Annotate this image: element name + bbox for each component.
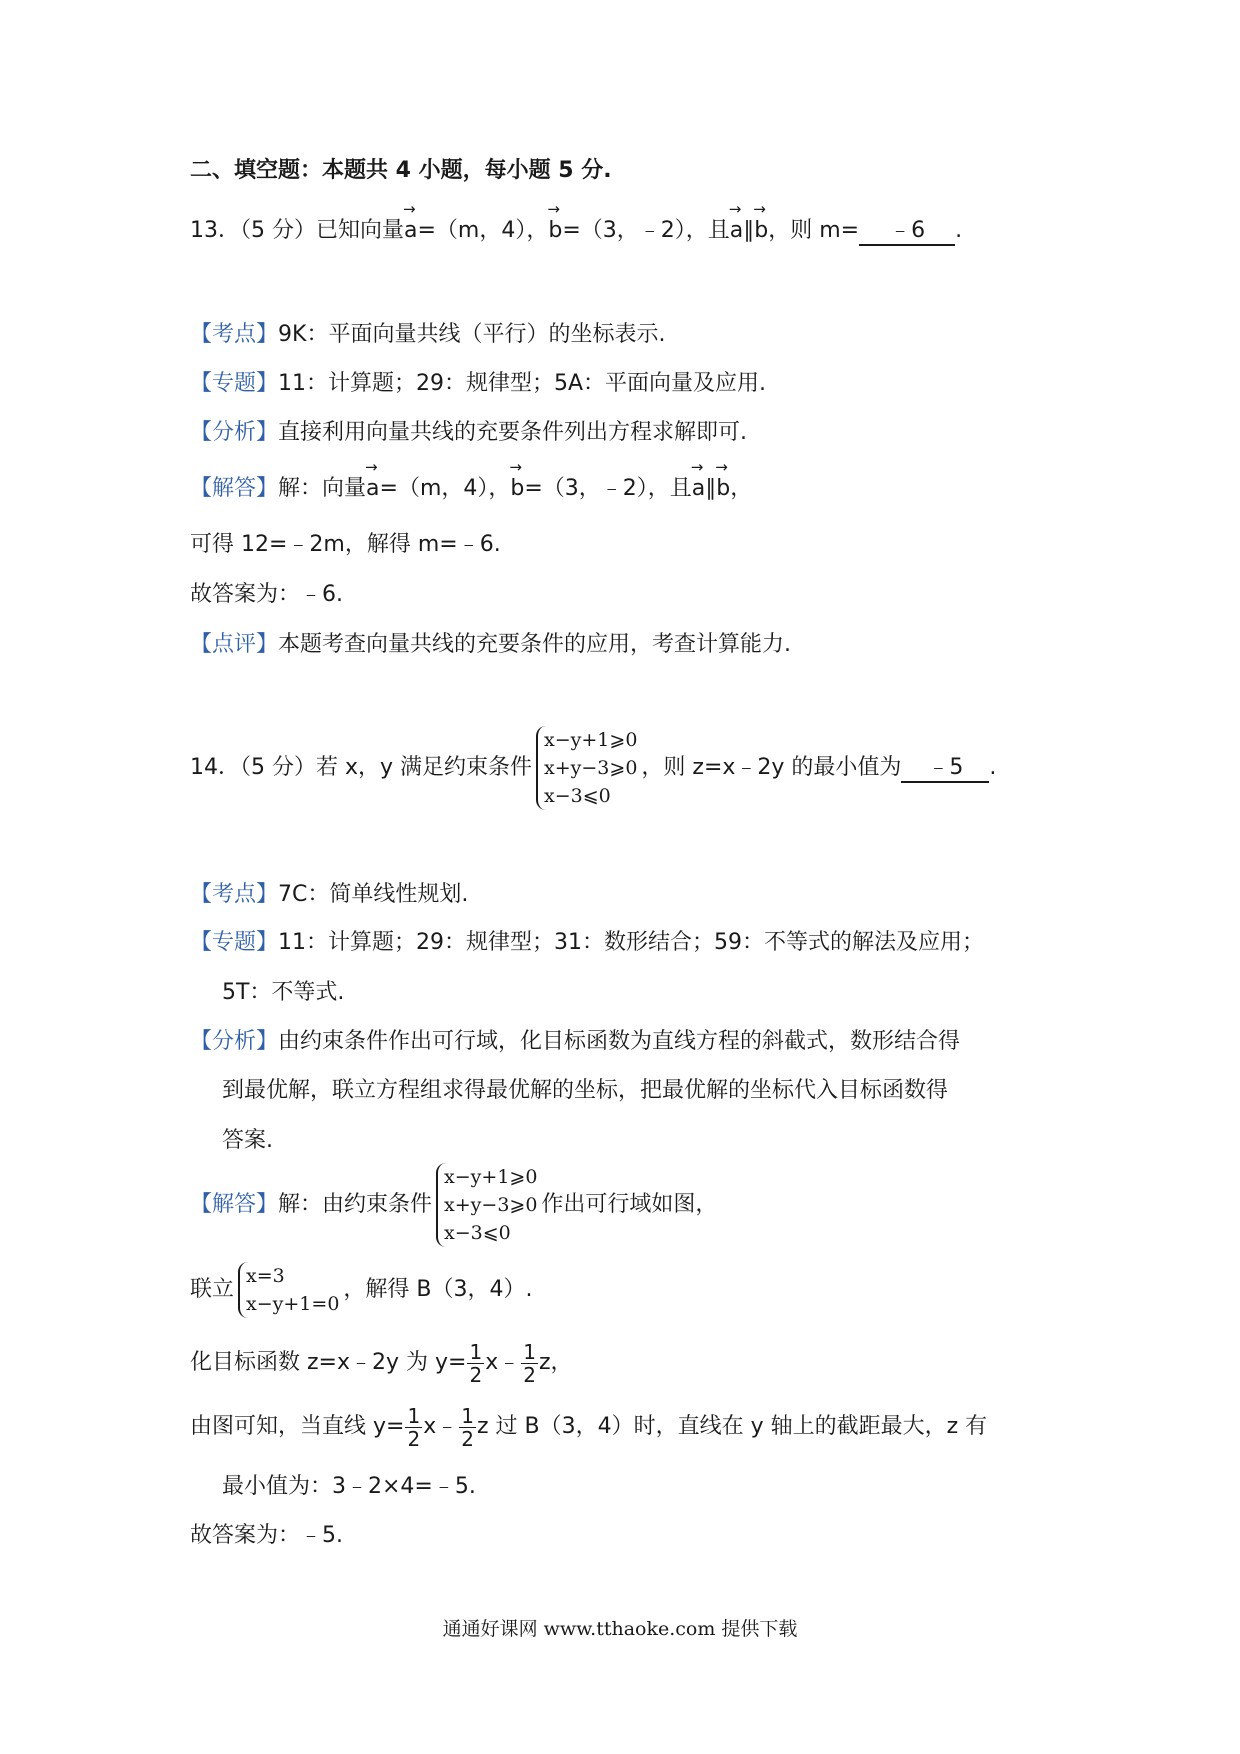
vector-b-symbol: → b [754, 216, 768, 246]
zhuanti-tag: 【专题】 [190, 930, 279, 955]
question-13 [190, 216, 962, 246]
q14-lianli [190, 1262, 532, 1318]
fraction-denominator: 2 [407, 1426, 421, 1451]
kaodian-text: 9K：平面向量共线（平行）的坐标表示. [278, 322, 666, 347]
q13-dianping [190, 630, 791, 660]
parallel-symbol: ∥ [705, 476, 717, 501]
question-14 [190, 726, 996, 810]
fraction-one-half [521, 1341, 538, 1386]
lianli-suffix: ，解得 B（3，4）. [343, 1277, 533, 1302]
q14-prefix: 14．（5 分）若 x，y 满足约束条件 [190, 755, 533, 780]
q14-mid: ，则 z=x﹣2y 的最小值为 [641, 755, 902, 780]
vector-b-symbol: → b [716, 474, 730, 504]
hua-end: z， [538, 1350, 573, 1375]
jieda-prefix: 解：由约束条件 [278, 1192, 433, 1217]
jieda-prefix: 解：向量 [278, 476, 367, 501]
fraction-one-half [405, 1405, 422, 1450]
fenxi-tag: 【分析】 [190, 420, 279, 445]
q13-solution-line: 可得 12=﹣2m，解得 m=﹣6. [190, 532, 501, 557]
you-end: z 过 B（3，4）时，直线在 y 轴上的截距最大，z 有 [476, 1414, 988, 1439]
q14-hua [190, 1338, 573, 1388]
q13-kaodian [190, 320, 665, 350]
fraction-one-half [467, 1341, 484, 1386]
vector-a-symbol: → a [366, 474, 379, 504]
answer-blank: ﹣6 [859, 218, 955, 246]
zhuanti-text: 11：计算题；29：规律型；5A：平面向量及应用. [278, 371, 767, 396]
constraint-1: x−y+1⩾0 [444, 1166, 538, 1188]
q14-zhuanti [190, 928, 984, 958]
q14-fenxi-cont: 到最优解，联立方程组求得最优解的坐标，把最优解的坐标代入目标函数得 [222, 1078, 949, 1103]
q14-answer-line: 故答案为：﹣5. [190, 1523, 343, 1548]
kaodian-text: 7C：简单线性规划. [278, 882, 469, 907]
zhuanti-tag: 【专题】 [190, 371, 279, 396]
q13-jieda [190, 474, 752, 504]
constraint-3: x−3⩽0 [544, 785, 611, 807]
q13-zhuanti [190, 369, 766, 399]
fenxi-text: 直接利用向量共线的充要条件列出方程求解即可. [278, 420, 748, 445]
q14-you [190, 1402, 987, 1452]
fraction-denominator: 2 [469, 1362, 483, 1387]
constraint-1: x−y+1⩾0 [544, 729, 638, 751]
answer-blank: ﹣5 [901, 755, 989, 783]
kaodian-tag: 【考点】 [190, 322, 279, 347]
q14-min-value: 最小值为：3﹣2×4=﹣5. [222, 1474, 476, 1499]
equation-1: x=3 [246, 1265, 285, 1287]
zhuanti-text: 11：计算题；29：规律型；31：数形结合；59：不等式的解法及应用； [278, 930, 984, 955]
q14-fenxi [190, 1027, 960, 1057]
jieda-suffix: 作出可行域如图， [541, 1192, 718, 1217]
q13-part1: =（m，4）， [417, 218, 549, 243]
jieda-part2: =（3，﹣2），且 [524, 476, 692, 501]
constraint-2: x+y−3⩾0 [544, 757, 638, 779]
you-mid: x﹣ [423, 1414, 459, 1439]
hua-mid: x﹣ [485, 1350, 521, 1375]
fraction-one-half [459, 1405, 476, 1450]
period: . [989, 755, 997, 780]
dianping-text: 本题考查向量共线的充要条件的应用，考查计算能力. [278, 632, 792, 657]
constraint-system [536, 726, 637, 810]
q13-part2: =（3，﹣2），且 [562, 218, 730, 243]
jieda-tag: 【解答】 [190, 476, 279, 501]
q14-jieda [190, 1163, 717, 1247]
fraction-denominator: 2 [461, 1426, 474, 1451]
lianli-prefix: 联立 [190, 1277, 235, 1302]
fraction-numerator: 1 [461, 1403, 474, 1428]
dianping-tag: 【点评】 [190, 632, 279, 657]
q14-fenxi-cont2: 答案. [222, 1128, 273, 1153]
q13-fenxi [190, 418, 747, 448]
vector-b-symbol: → b [510, 474, 524, 504]
equation-system [238, 1262, 339, 1318]
q13-part3: ，则 m= [768, 218, 860, 243]
q13-answer-line: 故答案为：﹣6. [190, 582, 343, 607]
constraint-system [436, 1163, 537, 1247]
fraction-numerator: 1 [523, 1339, 536, 1364]
you-prefix: 由图可知，当直线 y= [190, 1414, 405, 1439]
q13-prefix: 13．（5 分）已知向量 [190, 218, 404, 243]
hua-prefix: 化目标函数 z=x﹣2y 为 y= [190, 1350, 467, 1375]
jieda-tag: 【解答】 [190, 1192, 279, 1217]
page-footer: 通通好课网 www.tthaoke.com 提供下载 [442, 1618, 798, 1640]
kaodian-tag: 【考点】 [190, 882, 279, 907]
vector-b-symbol: → b [548, 216, 562, 246]
constraint-3: x−3⩽0 [444, 1222, 511, 1244]
q14-kaodian [190, 880, 468, 910]
vector-a-symbol: → a [692, 474, 705, 504]
fenxi-tag: 【分析】 [190, 1029, 279, 1054]
vector-a-symbol: → a [404, 216, 417, 246]
parallel-symbol: ∥ [743, 218, 755, 243]
fraction-numerator: 1 [469, 1339, 483, 1364]
period: . [955, 218, 963, 243]
vector-a-symbol: → a [730, 216, 743, 246]
fenxi-text: 由约束条件作出可行域，化目标函数为直线方程的斜截式，数形结合得 [278, 1029, 961, 1054]
constraint-2: x+y−3⩾0 [444, 1194, 538, 1216]
q14-zhuanti-cont: 5T：不等式. [222, 980, 345, 1005]
fraction-numerator: 1 [407, 1403, 421, 1428]
section-title: 二、填空题：本题共 4 小题，每小题 5 分. [190, 158, 612, 183]
jieda-end: ， [730, 476, 753, 501]
equation-2: x−y+1=0 [246, 1293, 340, 1315]
fraction-denominator: 2 [523, 1362, 536, 1387]
jieda-part1: =（m，4）， [379, 476, 511, 501]
